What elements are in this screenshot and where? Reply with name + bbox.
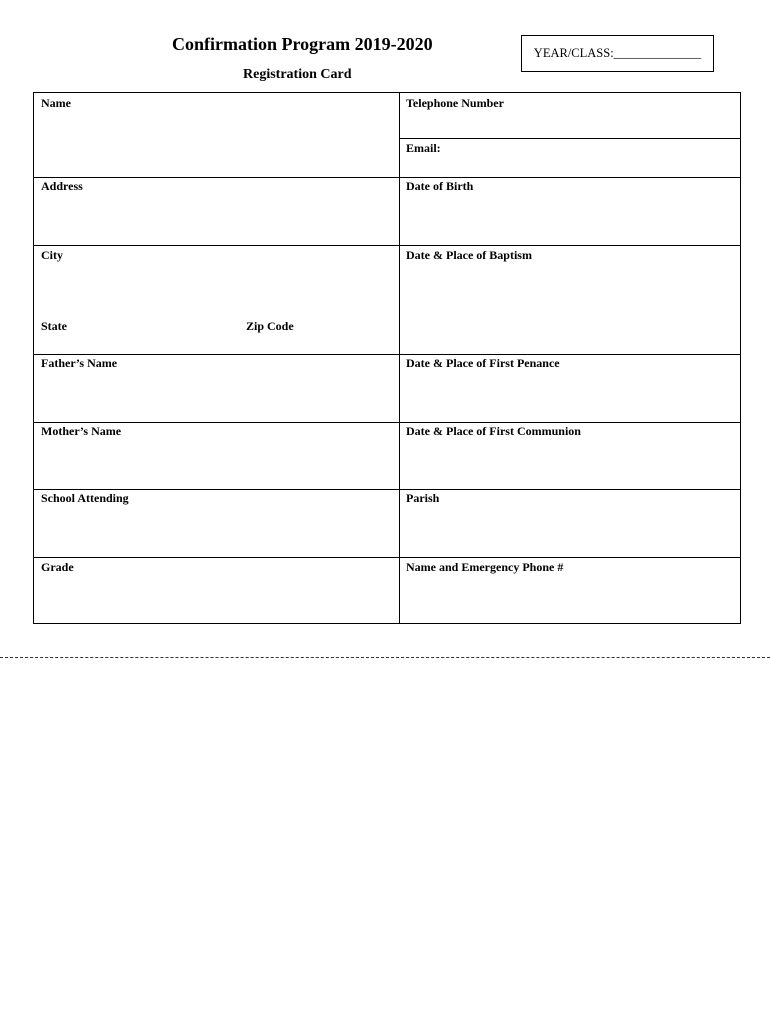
zip-code-field-label[interactable]: Zip Code	[246, 319, 294, 333]
name-field-label[interactable]: Name	[41, 96, 71, 110]
year-class-label: YEAR/CLASS:______________	[533, 46, 702, 60]
column-divider	[399, 93, 400, 623]
row-divider	[34, 557, 740, 558]
school-attending-field-label[interactable]: School Attending	[41, 491, 129, 505]
form-title: Confirmation Program 2019-2020	[172, 34, 433, 54]
cut-line	[0, 657, 770, 658]
row-divider	[34, 422, 740, 423]
row-divider	[34, 245, 740, 246]
row-divider	[34, 354, 740, 355]
fathers-name-field-label[interactable]: Father’s Name	[41, 356, 118, 370]
baptism-field-label[interactable]: Date & Place of Baptism	[406, 248, 532, 262]
email-field-label[interactable]: Email:	[406, 141, 441, 155]
row-divider	[34, 489, 740, 490]
parish-field-label[interactable]: Parish	[406, 491, 440, 505]
row-divider	[34, 177, 740, 178]
emergency-phone-field-label[interactable]: Name and Emergency Phone #	[406, 560, 564, 574]
grade-field-label[interactable]: Grade	[41, 560, 74, 574]
registration-form-table	[33, 92, 741, 624]
date-of-birth-field-label[interactable]: Date of Birth	[406, 179, 474, 193]
first-communion-field-label[interactable]: Date & Place of First Communion	[406, 424, 581, 438]
state-field-label[interactable]: State	[41, 319, 67, 333]
telephone-field-label[interactable]: Telephone Number	[406, 96, 504, 110]
address-field-label[interactable]: Address	[41, 179, 83, 193]
first-penance-field-label[interactable]: Date & Place of First Penance	[406, 356, 560, 370]
row-divider-right	[399, 138, 740, 139]
city-field-label[interactable]: City	[41, 248, 63, 262]
form-subtitle: Registration Card	[243, 67, 352, 82]
mothers-name-field-label[interactable]: Mother’s Name	[41, 424, 122, 438]
year-class-box[interactable]	[521, 35, 714, 72]
